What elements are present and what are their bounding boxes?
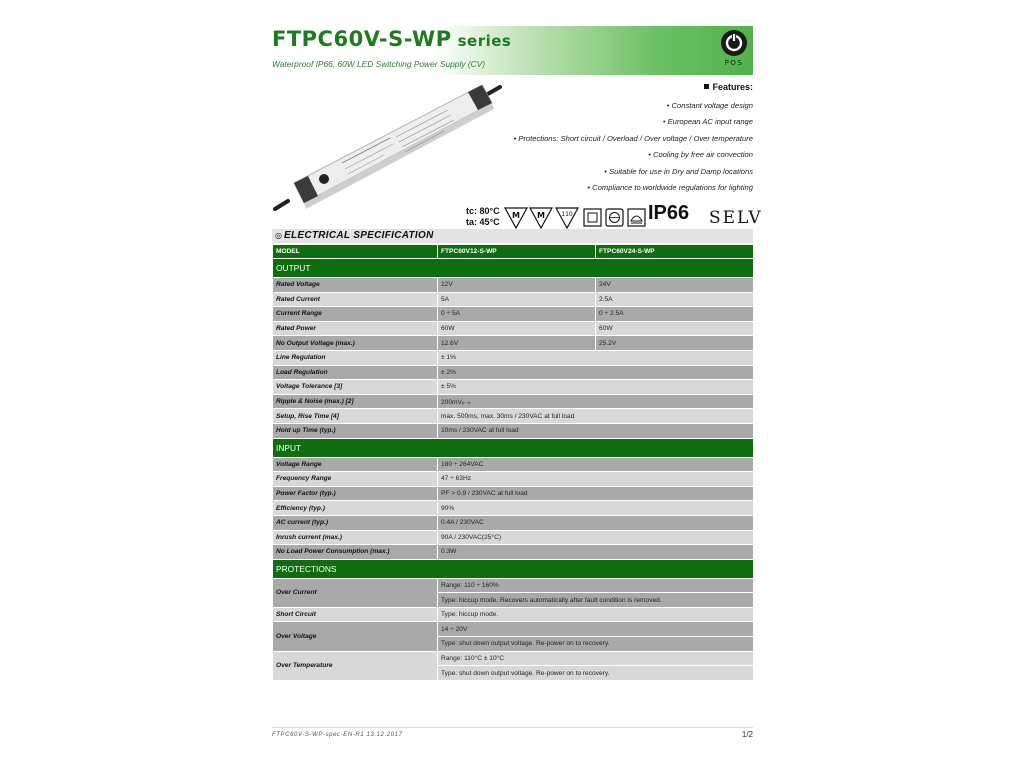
row-value: 0.4A / 230VAC bbox=[438, 515, 754, 530]
row-value: 0 ÷ 2.5A bbox=[596, 307, 754, 322]
table-row-model bbox=[273, 245, 754, 259]
row-label: Setup, Rise Time [4] bbox=[273, 409, 438, 424]
m-triangle-icon bbox=[505, 208, 527, 228]
row-value: 200mVₚ₋ₚ bbox=[438, 394, 754, 409]
table-row bbox=[273, 321, 754, 336]
target-icon: ◎ bbox=[275, 231, 282, 240]
page-title bbox=[272, 27, 511, 51]
row-value: 60W bbox=[596, 321, 754, 336]
features-list bbox=[493, 82, 753, 196]
row-label: Power Factor (typ.) bbox=[273, 486, 438, 501]
row-label: No Load Power Consumption (max.) bbox=[273, 545, 438, 560]
table-row bbox=[273, 409, 754, 424]
footer-divider bbox=[272, 727, 753, 728]
row-label: Ripple & Noise (max.) [2] bbox=[273, 394, 438, 409]
row-value: 10ms / 230VAC at full load bbox=[438, 423, 754, 438]
features-title bbox=[493, 82, 753, 92]
square-bullet-icon bbox=[704, 84, 709, 89]
row-label: Rated Voltage bbox=[273, 278, 438, 293]
section-input bbox=[273, 438, 754, 457]
row-label: Inrush current (max.) bbox=[273, 530, 438, 545]
row-label: Short Circuit bbox=[273, 607, 438, 622]
row-value: 14 ÷ 20V bbox=[438, 622, 754, 637]
model-label: MODEL bbox=[273, 245, 438, 259]
model-12v: FTPC60V12-S-WP bbox=[438, 245, 596, 259]
title-model: FTPC60V-S-WP bbox=[272, 27, 452, 51]
row-value: Range: 110 ÷ 160% bbox=[438, 578, 754, 593]
row-value: 24V bbox=[596, 278, 754, 293]
temperature-ratings bbox=[466, 206, 500, 228]
row-value: Type: shut down output voltage. Re-power on to recovery. bbox=[438, 666, 754, 681]
row-value: Range: 110°C ± 10°C bbox=[438, 651, 754, 666]
spec-table bbox=[272, 244, 754, 681]
table-row bbox=[273, 486, 754, 501]
section-output bbox=[273, 259, 754, 278]
table-row bbox=[273, 380, 754, 395]
table-row bbox=[273, 530, 754, 545]
row-value: ± 1% bbox=[438, 350, 754, 365]
feature-item: • Cooling by free air convection bbox=[648, 150, 753, 160]
feature-item: • Protections: Short circuit / Overload / Over voltage / Over temperature bbox=[513, 133, 753, 143]
row-value: 47 ÷ 63Hz bbox=[438, 472, 754, 487]
title-series: series bbox=[457, 32, 512, 50]
page-subtitle: Waterproof IP66, 60W LED Switching Power Supply (CV) bbox=[272, 59, 486, 69]
row-label: Frequency Range bbox=[273, 472, 438, 487]
row-value: ± 2% bbox=[438, 365, 754, 380]
table-row bbox=[273, 457, 754, 472]
row-value: Type: hiccup mode. Recovers automatically after fault condition is removed. bbox=[438, 593, 754, 608]
table-row bbox=[273, 278, 754, 293]
spec-heading-text: ELECTRICAL SPECIFICATION bbox=[284, 230, 434, 241]
footer-doc-id: FTPC60V-S-WP-spec-EN-R1 13.12.2017 bbox=[272, 732, 403, 738]
row-value: Type: hiccup mode. bbox=[438, 607, 754, 622]
table-row bbox=[273, 545, 754, 560]
row-value: 12V bbox=[438, 278, 596, 293]
ta-rating: ta: 45°C bbox=[466, 217, 500, 227]
svg-text:M: M bbox=[537, 211, 545, 220]
feature-item: • Compliance to worldwide regulations for lighting bbox=[587, 182, 753, 192]
row-label: Over Current bbox=[273, 578, 438, 607]
row-value: 60W bbox=[438, 321, 596, 336]
section-title: INPUT bbox=[273, 438, 754, 457]
table-row bbox=[273, 423, 754, 438]
class-ii-icon bbox=[584, 209, 601, 226]
row-value: 2.5A bbox=[596, 292, 754, 307]
row-label: Load Regulation bbox=[273, 365, 438, 380]
feature-item: • Constant voltage design bbox=[666, 101, 753, 110]
row-value: 180 ÷ 264VAC bbox=[438, 457, 754, 472]
model-24v: FTPC60V24-S-WP bbox=[596, 245, 754, 259]
svg-text:M: M bbox=[512, 211, 520, 220]
table-row bbox=[273, 607, 754, 622]
row-label: Over Temperature bbox=[273, 651, 438, 680]
table-row bbox=[273, 350, 754, 365]
row-label: Efficiency (typ.) bbox=[273, 501, 438, 516]
features-title-text: Features: bbox=[712, 82, 753, 92]
logo-text: POS bbox=[724, 59, 744, 67]
mm-triangle-icon bbox=[530, 208, 552, 228]
svg-text:110: 110 bbox=[561, 211, 573, 218]
row-value: 25.2V bbox=[596, 336, 754, 351]
table-row bbox=[273, 292, 754, 307]
header-banner bbox=[272, 26, 753, 75]
tc-rating: tc: 80°C bbox=[466, 206, 500, 216]
row-label: AC current (typ.) bbox=[273, 515, 438, 530]
row-label: Voltage Range bbox=[273, 457, 438, 472]
feature-item: • European AC input range bbox=[662, 117, 753, 127]
row-value: 0 ÷ 5A bbox=[438, 307, 596, 322]
row-value: 90% bbox=[438, 501, 754, 516]
ip66-badge: IP66 bbox=[648, 202, 690, 224]
feature-item: • Suitable for use in Dry and Damp locations bbox=[604, 166, 753, 176]
table-row bbox=[273, 394, 754, 409]
page-number: 1/2 bbox=[741, 730, 753, 739]
section-title: OUTPUT bbox=[273, 259, 754, 278]
table-row bbox=[273, 307, 754, 322]
row-label: Rated Current bbox=[273, 292, 438, 307]
row-label: Rated Power bbox=[273, 321, 438, 336]
row-value: ± 5% bbox=[438, 380, 754, 395]
spec-sheet bbox=[272, 26, 763, 739]
row-label: No Output Voltage (max.) bbox=[273, 336, 438, 351]
table-row bbox=[273, 622, 754, 637]
row-value: 12.6V bbox=[438, 336, 596, 351]
row-value: 5A bbox=[438, 292, 596, 307]
table-row bbox=[273, 365, 754, 380]
table-row bbox=[273, 651, 754, 666]
row-label: Current Range bbox=[273, 307, 438, 322]
row-label: Over Voltage bbox=[273, 622, 438, 651]
selv-badge: SELV bbox=[709, 208, 763, 228]
row-label: Line Regulation bbox=[273, 350, 438, 365]
spec-heading bbox=[272, 229, 753, 243]
section-title: PROTECTIONS bbox=[273, 559, 754, 578]
product-image bbox=[272, 81, 502, 221]
row-value: 0.3W bbox=[438, 545, 754, 560]
row-value: 90A / 230VAC(25°C) bbox=[438, 530, 754, 545]
table-row bbox=[273, 472, 754, 487]
row-value: PF > 0.9 / 230VAC at full load bbox=[438, 486, 754, 501]
table-row bbox=[273, 336, 754, 351]
independent-icon bbox=[606, 209, 623, 226]
table-row bbox=[273, 515, 754, 530]
luminaire-icon bbox=[628, 209, 645, 226]
row-label: Hold up Time (typ.) bbox=[273, 423, 438, 438]
pos-logo bbox=[720, 29, 748, 69]
section-protections bbox=[273, 559, 754, 578]
110-triangle-icon bbox=[556, 208, 578, 228]
table-row bbox=[273, 501, 754, 516]
row-value: max. 500ms, max. 30ms / 230VAC at full load bbox=[438, 409, 754, 424]
row-label: Voltage Tolerance [3] bbox=[273, 380, 438, 395]
table-row bbox=[273, 578, 754, 593]
row-value: Type: shut down output voltage. Re-power on to recovery. bbox=[438, 637, 754, 652]
